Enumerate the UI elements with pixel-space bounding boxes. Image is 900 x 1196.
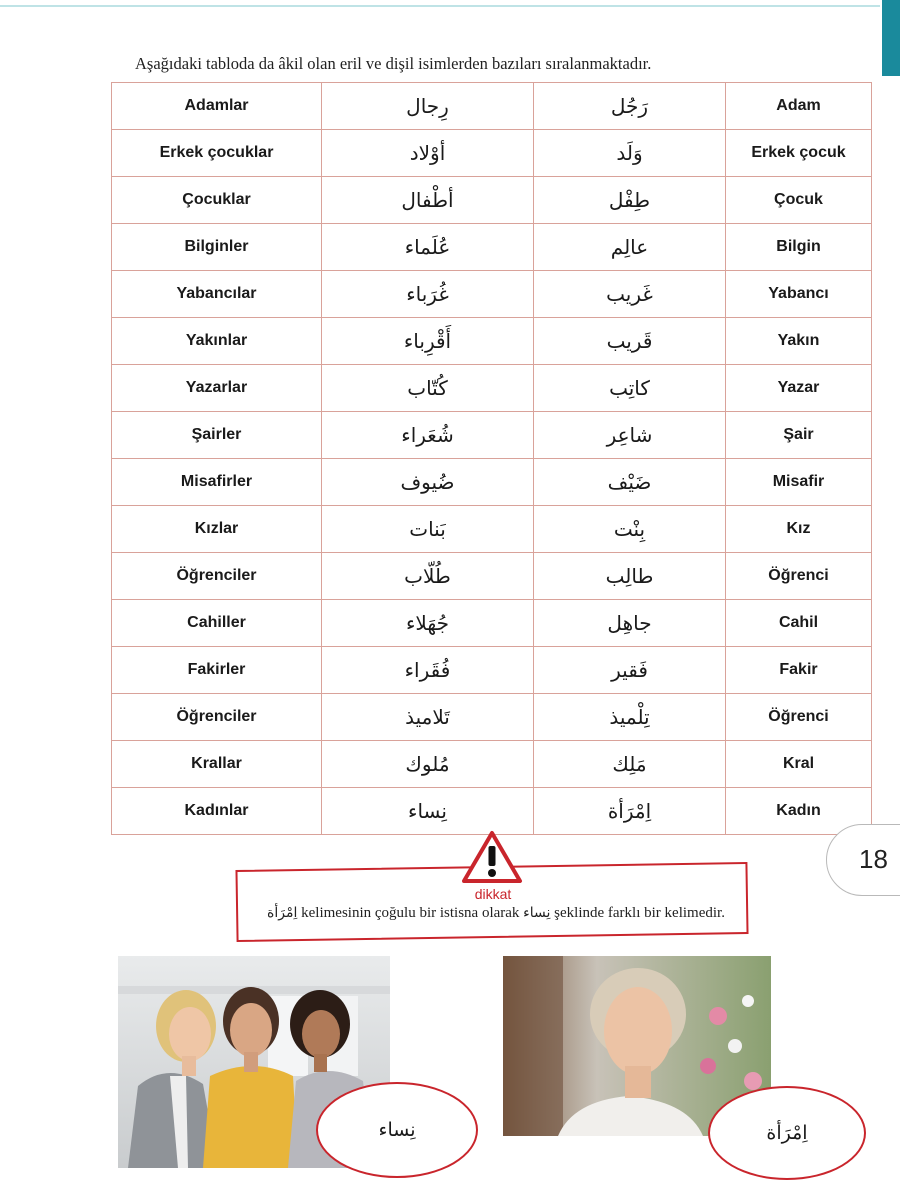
singular-turkish-cell: Yazar — [726, 365, 872, 412]
plural-arabic-cell: بَنات — [322, 506, 534, 553]
plural-arabic-cell: رِجال — [322, 83, 534, 130]
plural-turkish-cell: Yakınlar — [112, 318, 322, 365]
plural-turkish-cell: Krallar — [112, 741, 322, 788]
plural-turkish-cell: Çocuklar — [112, 177, 322, 224]
singular-arabic-cell: تِلْميذ — [534, 694, 726, 741]
singular-turkish-cell: Yakın — [726, 318, 872, 365]
plural-turkish-cell: Misafirler — [112, 459, 322, 506]
warning-text — [240, 905, 752, 922]
table-row — [112, 224, 872, 271]
warning-label: dikkat — [474, 886, 512, 902]
singular-turkish-cell: Çocuk — [726, 177, 872, 224]
singular-turkish-cell: Kız — [726, 506, 872, 553]
plural-arabic-cell: نِساء — [322, 788, 534, 835]
oval-label-right: اِمْرَأة — [708, 1086, 866, 1180]
table-row — [112, 788, 872, 835]
plural-arabic-cell: ضُيوف — [322, 459, 534, 506]
warning-plural-arabic: نِساء — [523, 905, 551, 921]
singular-turkish-cell: Adam — [726, 83, 872, 130]
plural-arabic-cell: أطْفال — [322, 177, 534, 224]
table-row — [112, 130, 872, 177]
plural-arabic-cell: فُقَراء — [322, 647, 534, 694]
table-row — [112, 318, 872, 365]
plural-arabic-cell: عُلَماء — [322, 224, 534, 271]
plural-turkish-cell: Cahiller — [112, 600, 322, 647]
plural-turkish-cell: Öğrenciler — [112, 553, 322, 600]
intro-sentence: Aşağıdaki tabloda da âkil olan eril ve dişil isimlerden bazıları sıralanmaktadır. — [135, 54, 652, 73]
plural-turkish-cell: Yazarlar — [112, 365, 322, 412]
singular-turkish-cell: Öğrenci — [726, 553, 872, 600]
table-row — [112, 600, 872, 647]
page-number-tab — [826, 824, 900, 896]
singular-turkish-cell: Misafir — [726, 459, 872, 506]
singular-arabic-cell: مَلِك — [534, 741, 726, 788]
singular-turkish-cell: Öğrenci — [726, 694, 872, 741]
singular-arabic-cell: فَقير — [534, 647, 726, 694]
singular-arabic-cell: غَريب — [534, 271, 726, 318]
plural-arabic-cell: تَلاميذ — [322, 694, 534, 741]
singular-turkish-cell: Bilgin — [726, 224, 872, 271]
plural-turkish-cell: Öğrenciler — [112, 694, 322, 741]
singular-arabic-cell: قَريب — [534, 318, 726, 365]
plural-arabic-cell: شُعَراء — [322, 412, 534, 459]
singular-turkish-cell: Kral — [726, 741, 872, 788]
singular-arabic-cell: وَلَد — [534, 130, 726, 177]
table-row — [112, 177, 872, 224]
table-row — [112, 553, 872, 600]
singular-arabic-cell: كاتِب — [534, 365, 726, 412]
page-number: 18 — [859, 844, 888, 874]
singular-turkish-cell: Şair — [726, 412, 872, 459]
singular-arabic-cell: اِمْرَأة — [534, 788, 726, 835]
warning-text-end: şeklinde farklı bir kelimedir. — [550, 905, 725, 921]
plural-turkish-cell: Yabancılar — [112, 271, 322, 318]
singular-turkish-cell: Erkek çocuk — [726, 130, 872, 177]
singular-arabic-cell: ضَيْف — [534, 459, 726, 506]
plural-turkish-cell: Kızlar — [112, 506, 322, 553]
table-row — [112, 741, 872, 788]
singular-arabic-cell: بِنْت — [534, 506, 726, 553]
warning-triangle-icon — [461, 830, 523, 884]
warning-word-arabic: اِمْرَأة — [267, 905, 298, 921]
plural-arabic-cell: كُتّاب — [322, 365, 534, 412]
singular-arabic-cell: شاعِر — [534, 412, 726, 459]
warning-text-middle: kelimesinin çoğulu bir istisna olarak — [297, 905, 524, 921]
table-row — [112, 459, 872, 506]
singular-arabic-cell: عالِم — [534, 224, 726, 271]
table-row — [112, 506, 872, 553]
table-row — [112, 83, 872, 130]
top-rule — [0, 5, 880, 7]
page-tab-accent — [882, 0, 900, 76]
plural-arabic-cell: غُرَباء — [322, 271, 534, 318]
plural-turkish-cell: Kadınlar — [112, 788, 322, 835]
table-row — [112, 694, 872, 741]
table-row — [112, 647, 872, 694]
plural-turkish-cell: Bilginler — [112, 224, 322, 271]
plural-turkish-cell: Erkek çocuklar — [112, 130, 322, 177]
singular-turkish-cell: Kadın — [726, 788, 872, 835]
singular-turkish-cell: Cahil — [726, 600, 872, 647]
singular-arabic-cell: طالِب — [534, 553, 726, 600]
singular-arabic-cell: جاهِل — [534, 600, 726, 647]
plural-arabic-cell: أَقْرِباء — [322, 318, 534, 365]
plural-arabic-cell: أوْلاد — [322, 130, 534, 177]
plural-arabic-cell: جُهَلاء — [322, 600, 534, 647]
plural-turkish-cell: Fakirler — [112, 647, 322, 694]
table-row — [112, 271, 872, 318]
table-row — [112, 412, 872, 459]
singular-turkish-cell: Yabancı — [726, 271, 872, 318]
singular-turkish-cell: Fakir — [726, 647, 872, 694]
singular-arabic-cell: طِفْل — [534, 177, 726, 224]
singular-arabic-cell: رَجُل — [534, 83, 726, 130]
vocabulary-table — [111, 82, 872, 835]
plural-turkish-cell: Şairler — [112, 412, 322, 459]
oval-label-left: نِساء — [316, 1082, 478, 1178]
table-row — [112, 365, 872, 412]
plural-arabic-cell: مُلوك — [322, 741, 534, 788]
plural-arabic-cell: طُلّاب — [322, 553, 534, 600]
plural-turkish-cell: Adamlar — [112, 83, 322, 130]
